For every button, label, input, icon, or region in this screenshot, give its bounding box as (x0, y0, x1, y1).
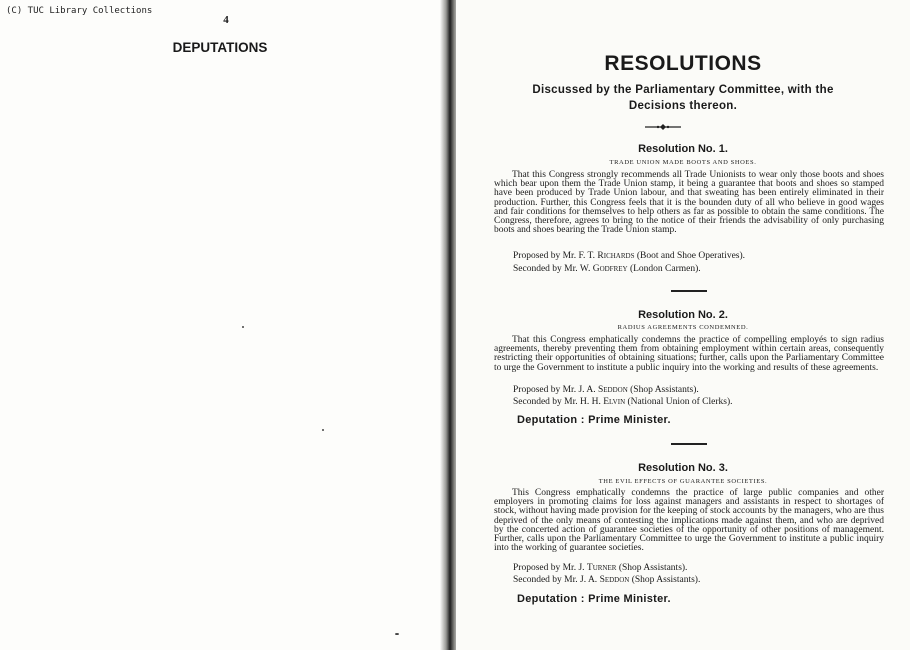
resolution-text: That this Congress strongly recommends all Trade Unionists to wear only those boots and shoes which bear upon them the Trade Union stamp, it being a guarantee that boots and shoes so stamped have been produced by Trade Union labour, and that sweating has been entirely eliminated in their production. Further, this Congress feels that it is the bounden duty of all who believe in good wages and fair conditions for themselves to help others as far as possible to obtain the same conditions. The Congress, therefore, agrees to bring to the notice of their friends the advisability of only purchasing boots and shoes bearing the Trade Union stamp. (494, 170, 884, 236)
seconder-prefix: Seconded by Mr. J. A. (513, 575, 598, 585)
subtitle-line: Discussed by the Parliamentary Committee, with the (532, 84, 834, 96)
seconder-prefix: Seconded by Mr. W. (513, 264, 591, 274)
page-number: 4 (223, 14, 229, 26)
proposer-name: Richards (597, 251, 635, 261)
seconder-name: Elvin (603, 397, 626, 407)
proposer-prefix: Proposed by Mr. J. (513, 563, 585, 573)
proposer-org: (Boot and Shoe Operatives). (636, 251, 746, 261)
left-page (0, 0, 447, 650)
page-title: RESOLUTIONS (604, 52, 762, 75)
deputation-note: Deputation : Prime Minister. (517, 593, 671, 605)
paper-speck (395, 633, 399, 635)
proposer-name: Seddon (597, 385, 628, 395)
paper-speck (322, 429, 324, 431)
paper-speck (242, 326, 244, 328)
proposed-by (513, 384, 893, 396)
seconder-org: (National Union of Clerks). (627, 397, 733, 407)
seconder-name: Seddon (599, 575, 630, 585)
resolution-subtitle: THE EVIL EFFECTS OF GUARANTEE SOCIETIES. (598, 478, 768, 485)
proposer-name: Turner (586, 563, 617, 573)
proposed-by (513, 562, 893, 574)
subtitle-line: Decisions thereon. (628, 100, 738, 112)
resolution-title: Resolution No. 2. (638, 309, 728, 321)
seconder-org: (Shop Assistants). (631, 575, 701, 585)
seconded-by (513, 263, 893, 275)
page-subtitle (486, 82, 880, 114)
resolution-title: Resolution No. 1. (638, 143, 728, 155)
proposer-prefix: Proposed by Mr. F. T. (513, 251, 596, 261)
proposed-by (513, 250, 893, 262)
proposer-org: (Shop Assistants). (618, 563, 688, 573)
seconder-org: (London Carmen). (629, 264, 701, 274)
watermark: (C) TUC Library Collections (6, 6, 153, 16)
left-page-heading: DEPUTATIONS (172, 40, 268, 55)
resolution-text: That this Congress emphatically condemns the practice of compelling employés to sign radius agreements, thereby preventing them from obtaining employment within certain areas, consequently restricting their opportunities of obtaining situations; further, calls upon the Parliamentary Committee to urge the Government to institute a public inquiry into the working and results of these agreements. (494, 335, 884, 373)
proposer-prefix: Proposed by Mr. J. A. (513, 385, 596, 395)
right-page (456, 0, 910, 650)
deputation-note: Deputation : Prime Minister. (517, 414, 671, 426)
seconded-by (513, 574, 893, 586)
resolution-text: This Congress emphatically condemns the practice of large public companies and other employers in promoting claims for loss against managers and assistants in respect to shortages of stock, without having made provision for the keeping of stock accounts by the managers, who are thus deprived of the only means of contesting the implications made against them, and who are deprived by the concerted action of guarantee societies of the opportunity of other positions of management. Further, calls upon the Parliamentary Committee to urge the Government to institute a public inquiry into the working of guarantee societies. (494, 488, 884, 554)
ornament-divider-icon (645, 124, 681, 130)
seconder-prefix: Seconded by Mr. H. H. (513, 397, 601, 407)
resolution-title: Resolution No. 3. (638, 462, 728, 474)
section-rule (671, 443, 707, 445)
resolution-subtitle: RADIUS AGREEMENTS CONDEMNED. (617, 324, 749, 331)
proposer-org: (Shop Assistants). (630, 385, 699, 395)
seconded-by (513, 396, 893, 408)
section-rule (671, 290, 707, 292)
seconder-name: Godfrey (592, 264, 628, 274)
resolution-subtitle: TRADE UNION MADE BOOTS AND SHOES. (609, 159, 757, 166)
